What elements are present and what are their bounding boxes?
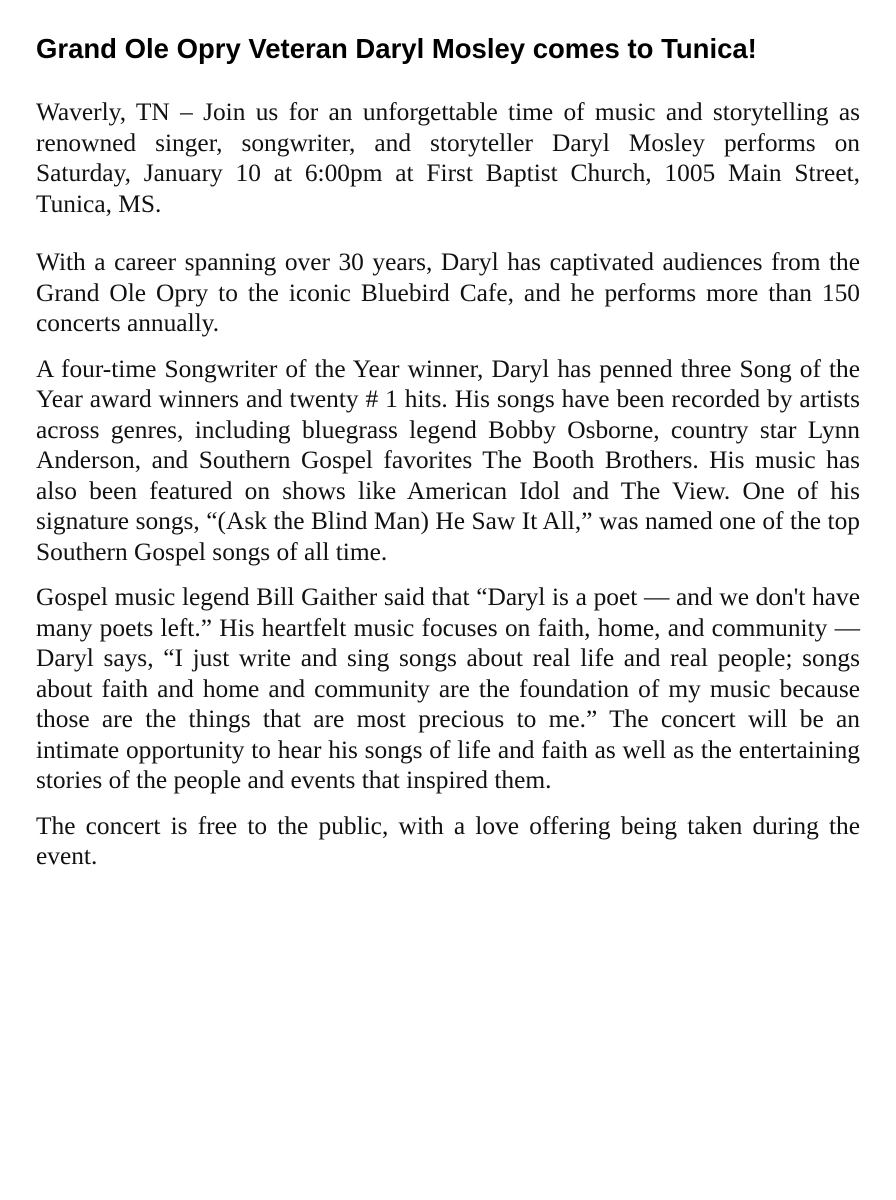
- paragraph-quote: Gospel music legend Bill Gaither said that “Daryl is a poet — and we don't have many poets left.” His heartfelt music focuses on faith, home, and community — Daryl says, “I just write and sing songs about real life and real people; songs about faith and home and community are the foundation of my music because those are the things that are most precious to me.” The concert will be an intimate opportunity to hear his songs of life and faith as well as the entertaining stories of the people and events that inspired them.: [36, 583, 860, 794]
- article-headline: Grand Ole Opry Veteran Daryl Mosley comes to Tunica!: [36, 33, 757, 64]
- paragraph-career: With a career spanning over 30 years, Daryl has captivated audiences from the Grand Ole Opry to the iconic Bluebird Cafe, and he performs more than 150 concerts annually.: [36, 248, 860, 337]
- paragraph-admission: The concert is free to the public, with a love offering being taken during the event.: [36, 811, 860, 870]
- paragraph-event-announcement: Waverly, TN – Join us for an unforgettable time of music and storytelling as renowned singer, songwriter, and storyteller Daryl Mosley performs on Saturday, January 10 at 6:00pm at First Baptist Church, 1005 Main Street, Tunica, MS.: [36, 98, 860, 218]
- paragraph-awards: A four-time Songwriter of the Year winner, Daryl has penned three Song of the Year award winners and twenty # 1 hits. His songs have been recorded by artists across genres, including bluegrass legend Bobby Osborne, country star Lynn Anderson, and Southern Gospel favorites The Booth Brothers. His music has also been featured on shows like American Idol and The View. One of his signature songs, “(Ask the Blind Man) He Saw It All,” was named one of the top Southern Gospel songs of all time.: [36, 354, 860, 566]
